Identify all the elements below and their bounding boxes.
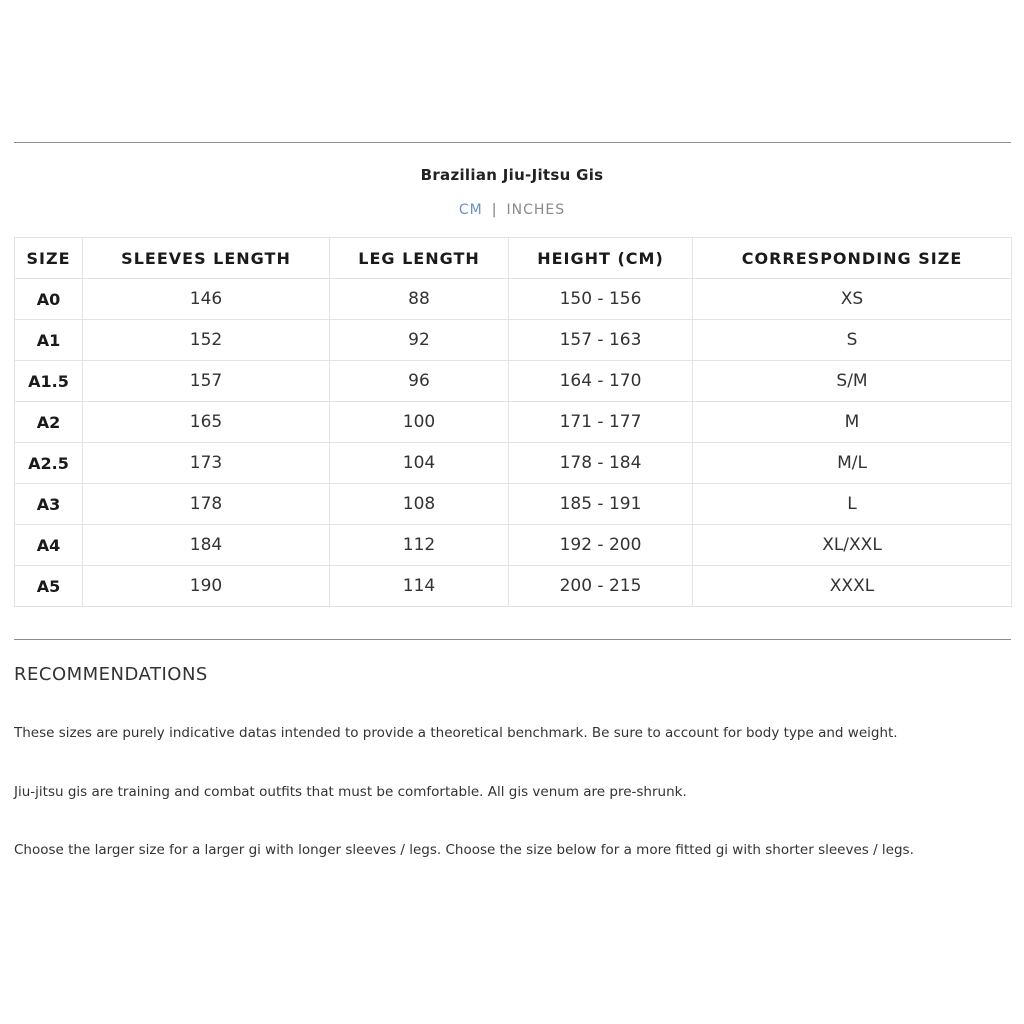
cell-size: A2 [15,402,83,443]
cell-leg-length: 114 [330,566,509,607]
header-corresponding-size: CORRESPONDING SIZE [693,238,1012,279]
cell-sleeves-length: 184 [83,525,330,566]
cell-size: A4 [15,525,83,566]
cell-sleeves-length: 178 [83,484,330,525]
cell-leg-length: 92 [330,320,509,361]
cell-corresponding-size: M [693,402,1012,443]
cell-height: 185 - 191 [509,484,693,525]
unit-toggle [0,202,1024,218]
header-height: HEIGHT (CM) [509,238,693,279]
cell-corresponding-size: L [693,484,1012,525]
cell-height: 192 - 200 [509,525,693,566]
cell-leg-length: 88 [330,279,509,320]
recommendation-paragraph: Jiu-jitsu gis are training and combat outfits that must be comfortable. All gis venum are pre-shrunk. [14,784,687,800]
table-header-row [15,238,1012,279]
cell-sleeves-length: 146 [83,279,330,320]
cell-leg-length: 100 [330,402,509,443]
header-sleeves-length: SLEEVES LENGTH [83,238,330,279]
cell-corresponding-size: S [693,320,1012,361]
table-row [15,279,1012,320]
cell-leg-length: 112 [330,525,509,566]
unit-separator: | [491,202,498,218]
recommendation-paragraph: Choose the larger size for a larger gi with longer sleeves / legs. Choose the size below for a more fitted gi with shorter sleeves / legs. [14,842,914,858]
cell-height: 171 - 177 [509,402,693,443]
table-row [15,320,1012,361]
cell-corresponding-size: S/M [693,361,1012,402]
cell-size: A1 [15,320,83,361]
table-row [15,484,1012,525]
cell-corresponding-size: XXXL [693,566,1012,607]
unit-cm-button[interactable]: CM [458,202,483,218]
table-row [15,566,1012,607]
cell-size: A5 [15,566,83,607]
cell-sleeves-length: 173 [83,443,330,484]
cell-corresponding-size: XL/XXL [693,525,1012,566]
cell-height: 150 - 156 [509,279,693,320]
page-title: Brazilian Jiu-Jitsu Gis [420,166,604,184]
cell-sleeves-length: 152 [83,320,330,361]
cell-size: A2.5 [15,443,83,484]
cell-height: 178 - 184 [509,443,693,484]
table-row [15,443,1012,484]
cell-size: A3 [15,484,83,525]
cell-corresponding-size: M/L [693,443,1012,484]
table-row [15,402,1012,443]
cell-leg-length: 108 [330,484,509,525]
cell-sleeves-length: 157 [83,361,330,402]
recommendation-paragraph: These sizes are purely indicative datas intended to provide a theoretical benchmark. Be sure to account for body type and weight. [14,725,898,741]
top-divider [14,142,1011,143]
cell-height: 200 - 215 [509,566,693,607]
cell-size: A1.5 [15,361,83,402]
table-row [15,525,1012,566]
unit-inches-button[interactable]: INCHES [506,202,566,218]
cell-height: 164 - 170 [509,361,693,402]
cell-leg-length: 96 [330,361,509,402]
size-chart-table [14,237,1012,607]
cell-sleeves-length: 165 [83,402,330,443]
cell-corresponding-size: XS [693,279,1012,320]
table-row [15,361,1012,402]
header-leg-length: LEG LENGTH [330,238,509,279]
section-divider [14,639,1011,640]
cell-leg-length: 104 [330,443,509,484]
cell-size: A0 [15,279,83,320]
header-size: SIZE [15,238,83,279]
recommendations-heading: RECOMMENDATIONS [14,664,208,685]
cell-height: 157 - 163 [509,320,693,361]
cell-sleeves-length: 190 [83,566,330,607]
